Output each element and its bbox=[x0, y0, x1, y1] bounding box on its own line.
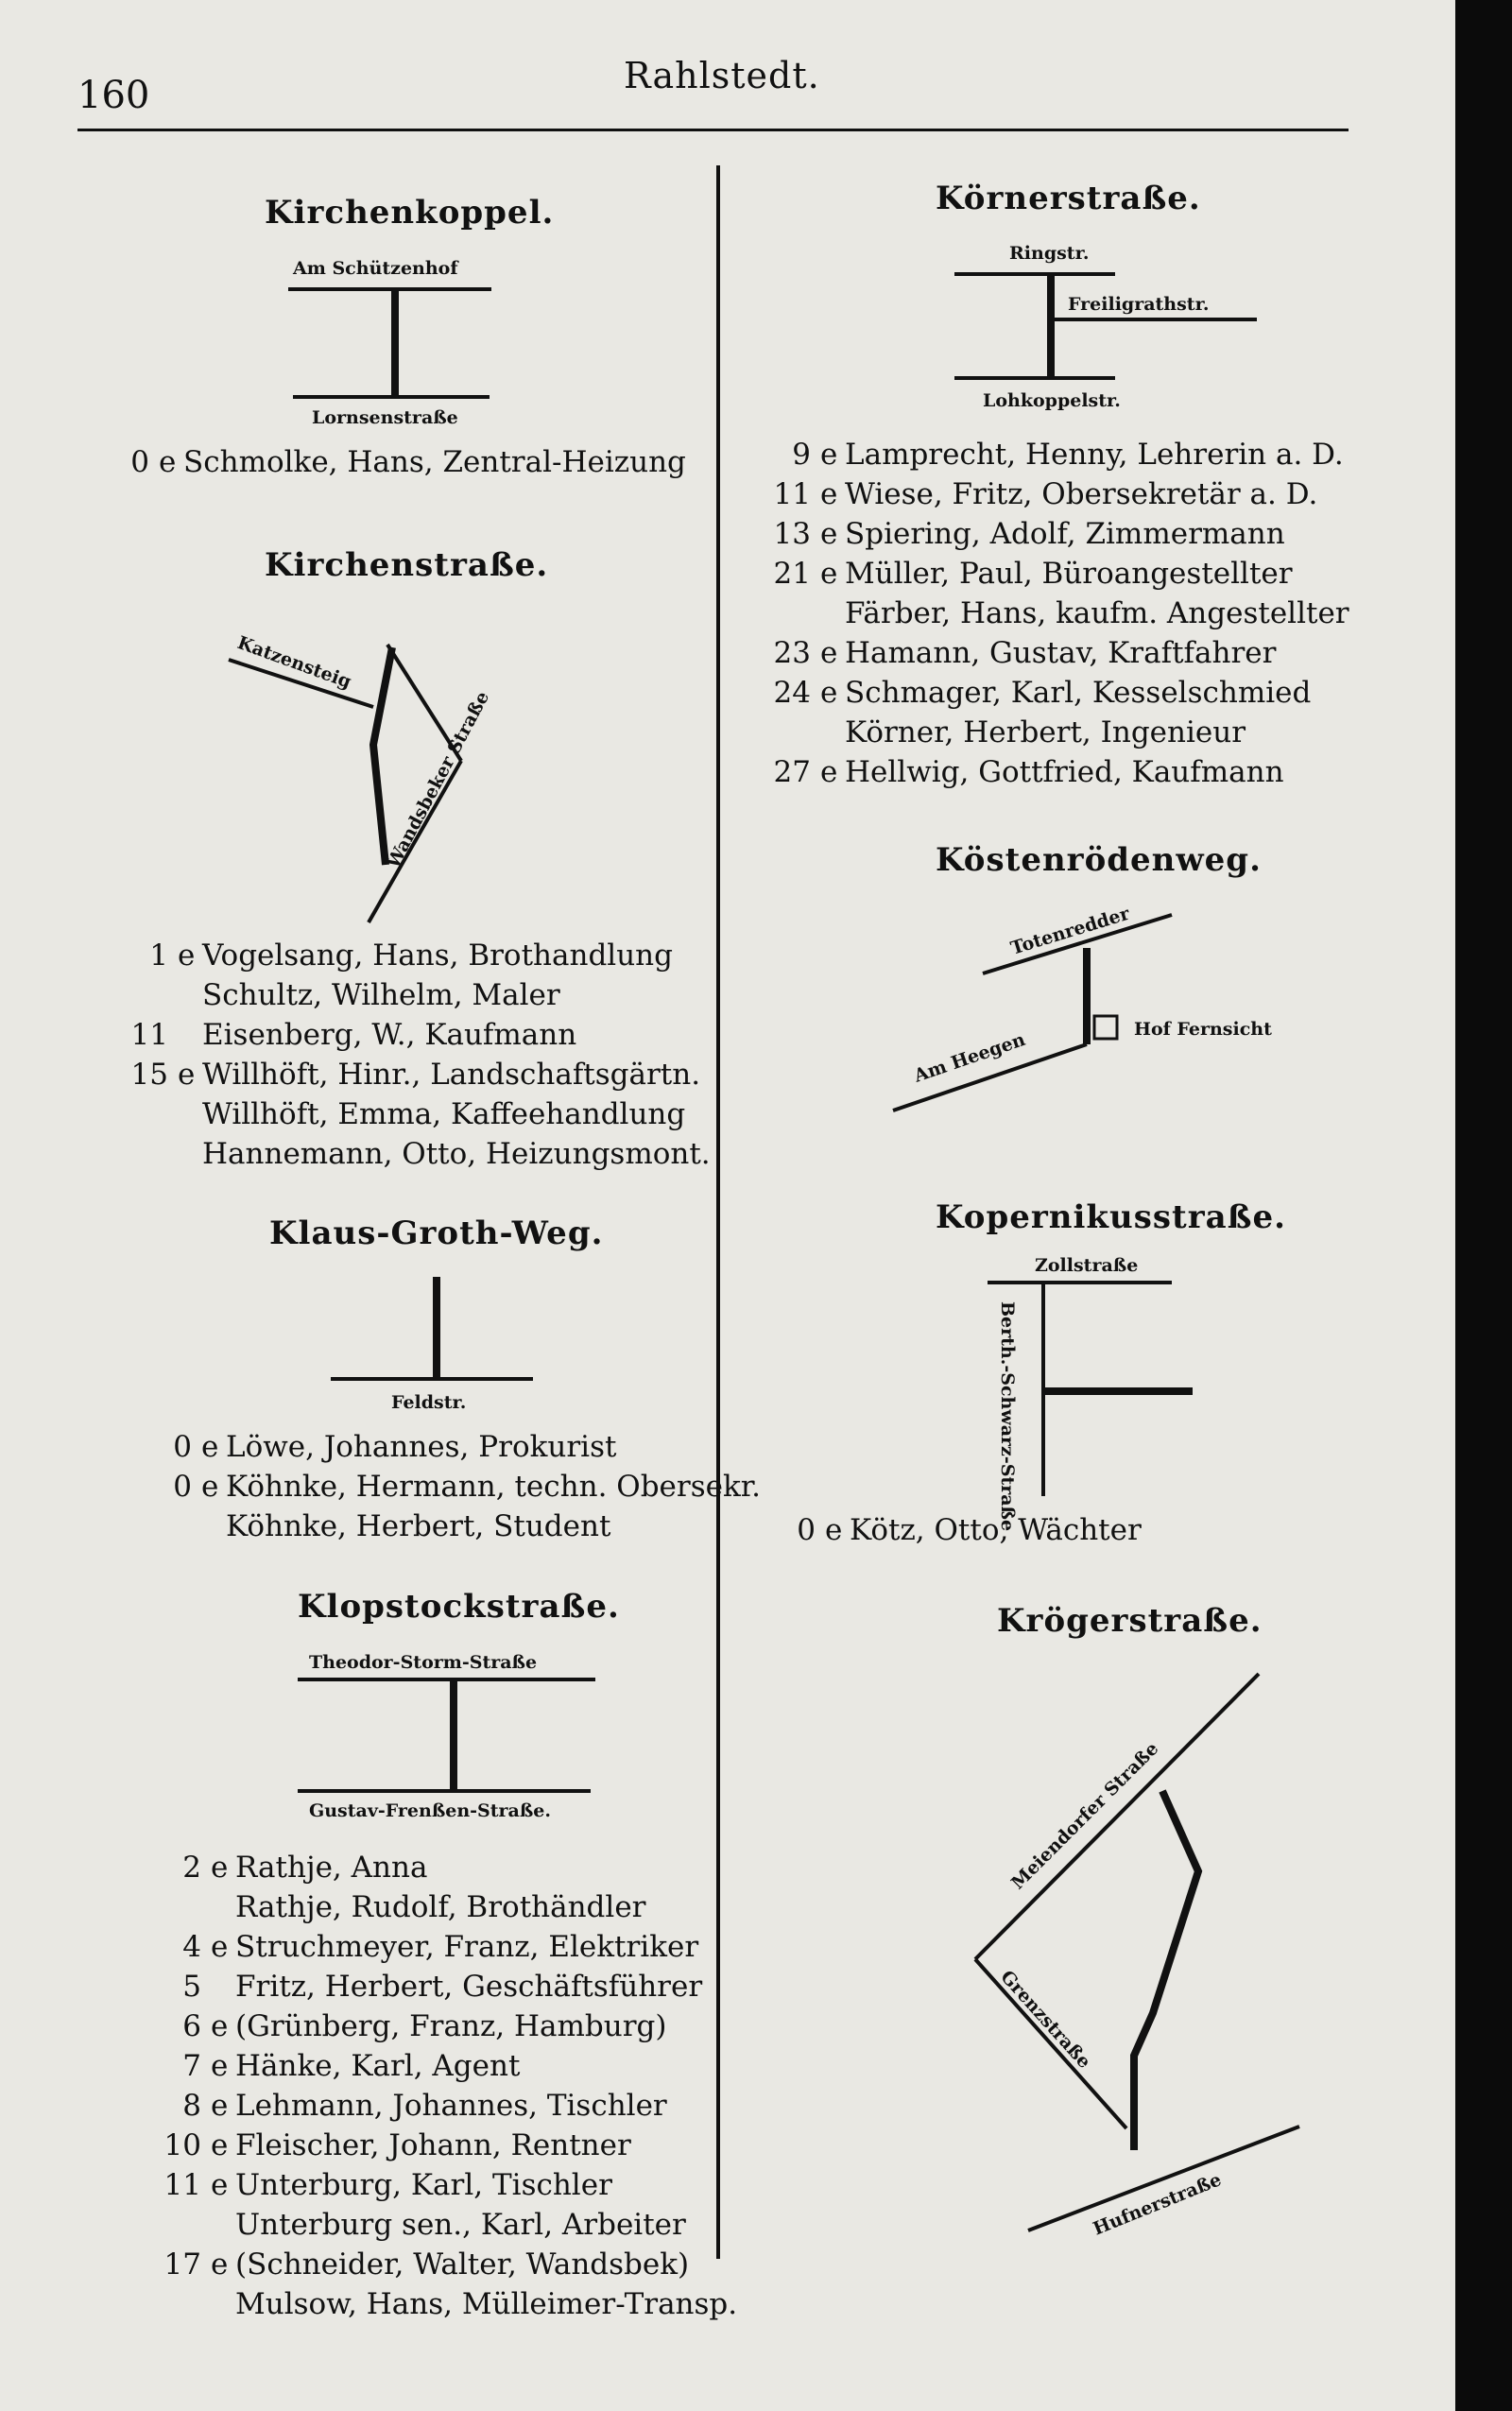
header-rule bbox=[77, 129, 1349, 131]
list-item: Rathje, Rudolf, Brothändler bbox=[235, 1890, 646, 1924]
list-item: 10 e Fleischer, Johann, Rentner bbox=[163, 2128, 631, 2162]
map-label: Zollstraße bbox=[1035, 1255, 1139, 1276]
map-label: Gustav-Frenßen-Straße. bbox=[309, 1800, 551, 1821]
list-item: 0 e Löwe, Johannes, Prokurist bbox=[173, 1430, 617, 1464]
list-item: 15 e Willhöft, Hinr., Landschaftsgärtn. bbox=[130, 1058, 701, 1092]
list-item: 21 e Müller, Paul, Büroangestellter bbox=[773, 557, 1293, 591]
entry-list-kirchenkoppel bbox=[104, 442, 686, 482]
list-item: 9 e Lamprecht, Henny, Lehrerin a. D. bbox=[792, 438, 1344, 472]
entry-list-koernerstrasse bbox=[765, 435, 1349, 792]
map-label: Berth.-Schwarz-Straße bbox=[997, 1301, 1018, 1532]
street-map-klopstockstrasse bbox=[288, 1640, 610, 1819]
list-item: 0 e Schmolke, Hans, Zentral-Heizung bbox=[130, 445, 686, 479]
section-heading-koernerstrasse: Körnerstraße. bbox=[936, 180, 1201, 217]
list-item: 27 e Hellwig, Gottfried, Kaufmann bbox=[773, 755, 1284, 789]
section-heading-kirchenkoppel: Kirchenkoppel. bbox=[265, 194, 555, 232]
section-heading-klopstockstrasse: Klopstockstraße. bbox=[298, 1588, 620, 1626]
list-item: 17 e (Schneider, Walter, Wandsbek) bbox=[163, 2247, 690, 2282]
list-item: Mulsow, Hans, Mülleimer-Transp. bbox=[235, 2287, 738, 2321]
list-item: Färber, Hans, kaufm. Angestellter bbox=[845, 596, 1349, 630]
street-map-kirchenkoppel bbox=[274, 255, 510, 435]
list-item: 23 e Hamann, Gustav, Kraftfahrer bbox=[773, 636, 1277, 670]
map-label: Freiligrathstr. bbox=[1068, 294, 1210, 315]
map-label: Ringstr. bbox=[1009, 243, 1090, 264]
list-item: Köhnke, Herbert, Student bbox=[226, 1509, 611, 1543]
map-label: Grenzstraße bbox=[996, 1966, 1095, 2073]
list-item: 7 e Hänke, Karl, Agent bbox=[182, 2049, 521, 2083]
list-item: 2 e Rathje, Anna bbox=[182, 1851, 428, 1885]
street-map-koestenroedenweg bbox=[888, 893, 1285, 1120]
list-item: 11 e Wiese, Fritz, Obersekretär a. D. bbox=[773, 477, 1318, 511]
street-map-kirchenstrasse bbox=[217, 605, 520, 936]
list-item: 0 e Kötz, Otto, Wächter bbox=[797, 1513, 1142, 1547]
map-label: Lohkoppelstr. bbox=[983, 390, 1121, 411]
street-map-kopernikusstrasse bbox=[964, 1243, 1210, 1532]
section-heading-kopernikusstrasse: Kopernikusstraße. bbox=[936, 1198, 1286, 1236]
list-item: 8 e Lehmann, Johannes, Tischler bbox=[182, 2089, 667, 2123]
farm-marker-icon bbox=[1094, 1016, 1117, 1039]
list-item: Schultz, Wilhelm, Maler bbox=[202, 978, 560, 1012]
section-heading-kroegerstrasse: Krögerstraße. bbox=[997, 1602, 1263, 1640]
street-map-kroegerstrasse bbox=[964, 1659, 1323, 2264]
map-label: Feldstr. bbox=[391, 1392, 467, 1413]
map-label: Wandsbeker Straße bbox=[382, 688, 494, 872]
map-label: Hufnerstraße bbox=[1090, 2169, 1225, 2240]
list-item: Unterburg sen., Karl, Arbeiter bbox=[235, 2208, 686, 2242]
section-heading-koestenroedenweg: Köstenrödenweg. bbox=[936, 841, 1262, 879]
list-item: 11 e Unterburg, Karl, Tischler bbox=[163, 2168, 612, 2202]
list-item: 24 e Schmager, Karl, Kesselschmied bbox=[773, 676, 1312, 710]
list-item: 11 Eisenberg, W., Kaufmann bbox=[130, 1018, 577, 1052]
list-item: 6 e (Grünberg, Franz, Hamburg) bbox=[182, 2009, 667, 2043]
section-heading-kirchenstrasse: Kirchenstraße. bbox=[265, 546, 549, 584]
map-label: Totenredder bbox=[1008, 903, 1132, 959]
list-item: 0 e Köhnke, Hermann, techn. Obersekr. bbox=[173, 1470, 762, 1504]
list-item: Hannemann, Otto, Heizungsmont. bbox=[202, 1137, 711, 1171]
list-item: 1 e Vogelsang, Hans, Brothandlung bbox=[149, 939, 673, 973]
running-head: Rahlstedt. bbox=[624, 55, 820, 96]
entry-list-klopstockstrasse bbox=[156, 1848, 737, 2324]
map-label: Theodor-Storm-Straße bbox=[309, 1652, 538, 1673]
map-label: Am Schützenhof bbox=[293, 258, 458, 279]
entry-list-kirchenstrasse bbox=[123, 936, 711, 1174]
section-heading-klaus-groth-weg: Klaus-Groth-Weg. bbox=[269, 1214, 604, 1252]
entry-list-klaus-groth-weg bbox=[146, 1427, 761, 1546]
map-label: Am Heegen bbox=[911, 1028, 1028, 1087]
entry-list-kopernikusstrasse bbox=[770, 1510, 1142, 1550]
map-label: Hof Fernsicht bbox=[1134, 1019, 1272, 1040]
list-item: Willhöft, Emma, Kaffeehandlung bbox=[202, 1097, 686, 1131]
map-label: Katzensteig bbox=[234, 632, 354, 693]
list-item: 4 e Struchmeyer, Franz, Elektriker bbox=[182, 1930, 699, 1964]
street-map-koernerstrasse bbox=[945, 236, 1266, 416]
list-item: 13 e Spiering, Adolf, Zimmermann bbox=[773, 517, 1285, 551]
list-item: 5 Fritz, Herbert, Geschäftsführer bbox=[182, 1970, 703, 2004]
map-label: Lornsenstraße bbox=[312, 407, 458, 428]
map-label: Meiendorfer Straße bbox=[1006, 1738, 1163, 1894]
scan-border bbox=[1455, 0, 1512, 2411]
page-number: 160 bbox=[77, 74, 150, 117]
list-item: Körner, Herbert, Ingenieur bbox=[845, 715, 1246, 749]
street-map-klaus-groth-weg bbox=[312, 1271, 548, 1413]
